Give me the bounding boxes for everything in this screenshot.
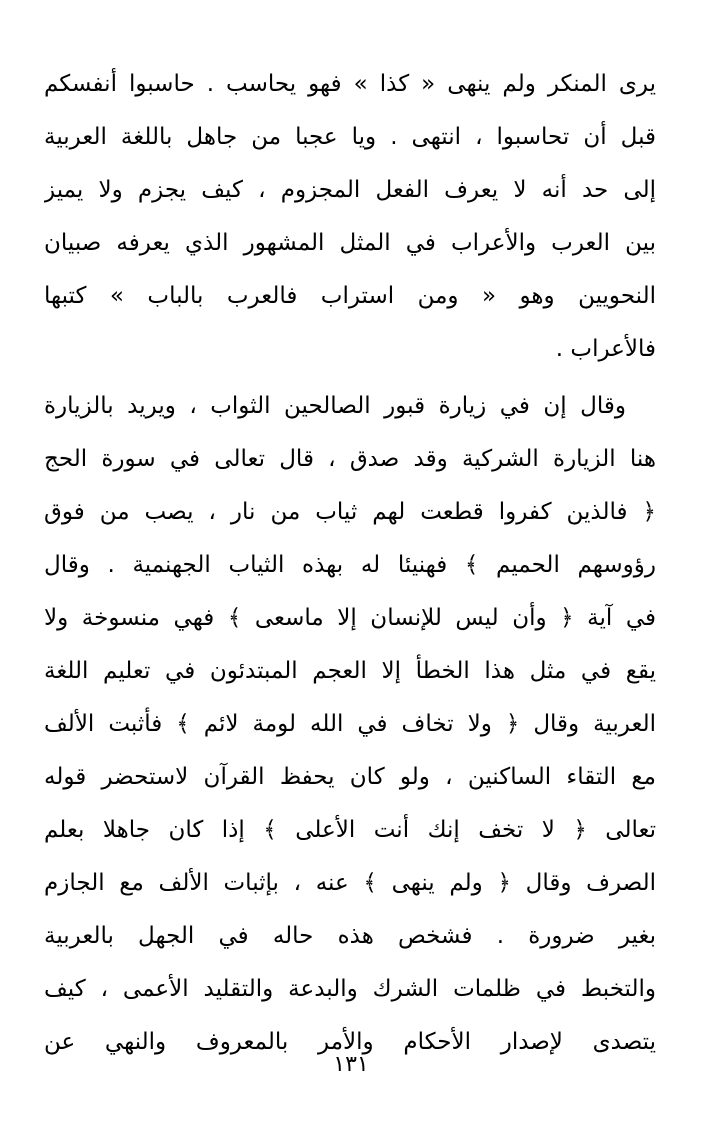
text-line: مع التقاء الساكنين ، ولو كان يحفظ القرآن لاستحضر قوله [44,764,656,790]
text-line: يتصدى لإصدار الأحكام والأمر بالمعروف والنهي عن [44,1029,656,1055]
text-line: الصرف وقال ﴿ ولم ينهى ﴾ عنه ، بإثبات الألف مع الجازم [44,870,656,896]
text-line: والتخبط في ظلمات الشرك والبدعة والتقليد الأعمى ، كيف [44,976,656,1002]
text-line: فالأعراب . [555,336,656,362]
text-line: يرى المنكر ولم ينهى « كذا » فهو يحاسب . حاسبوا أنفسكم [44,71,656,97]
text-line: بغير ضرورة . فشخص هذه حاله في الجهل بالعربية [44,923,656,949]
text-line: تعالى ﴿ لا تخف إنك أنت الأعلى ﴾ إذا كان جاهلا بعلم [44,817,656,843]
text-line: بين العرب والأعراب في المثل المشهور الذي يعرفه صبيان [44,230,656,256]
text-line: هنا الزيارة الشركية وقد صدق ، قال تعالى في سورة الحج [44,446,656,472]
text-line: العربية وقال ﴿ ولا تخاف في الله لومة لائم ﴾ فأثبت الألف [44,711,656,737]
page-number: ١٣١ [333,1052,369,1077]
paragraph-first-line: وقال إن في زيارة قبور الصالحين الثواب ، ويريد بالزيارة [44,393,626,419]
text-line: قبل أن تحاسبوا ، انتهى . ويا عجبا من جاهل باللغة العربية [44,124,656,150]
body-text [44,58,656,1069]
text-line: إلى حد أنه لا يعرف الفعل المجزوم ، كيف يجزم ولا يميز [44,177,656,203]
text-line: ﴿ فالذين كفروا قطعت لهم ثياب من نار ، يصب من فوق [44,499,656,525]
text-line: في آية ﴿ وأن ليس للإنسان إلا ماسعى ﴾ فهي منسوخة ولا [44,605,656,631]
text-line: رؤوسهم الحميم ﴾ فهنيئا له بهذه الثياب الجهنمية . وقال [44,552,656,578]
text-line: النحويين وهو « ومن استراب فالعرب بالباب » كتبها [44,283,656,309]
text-line: يقع في مثل هذا الخطأ إلا العجم المبتدئون في تعليم اللغة [44,658,656,684]
